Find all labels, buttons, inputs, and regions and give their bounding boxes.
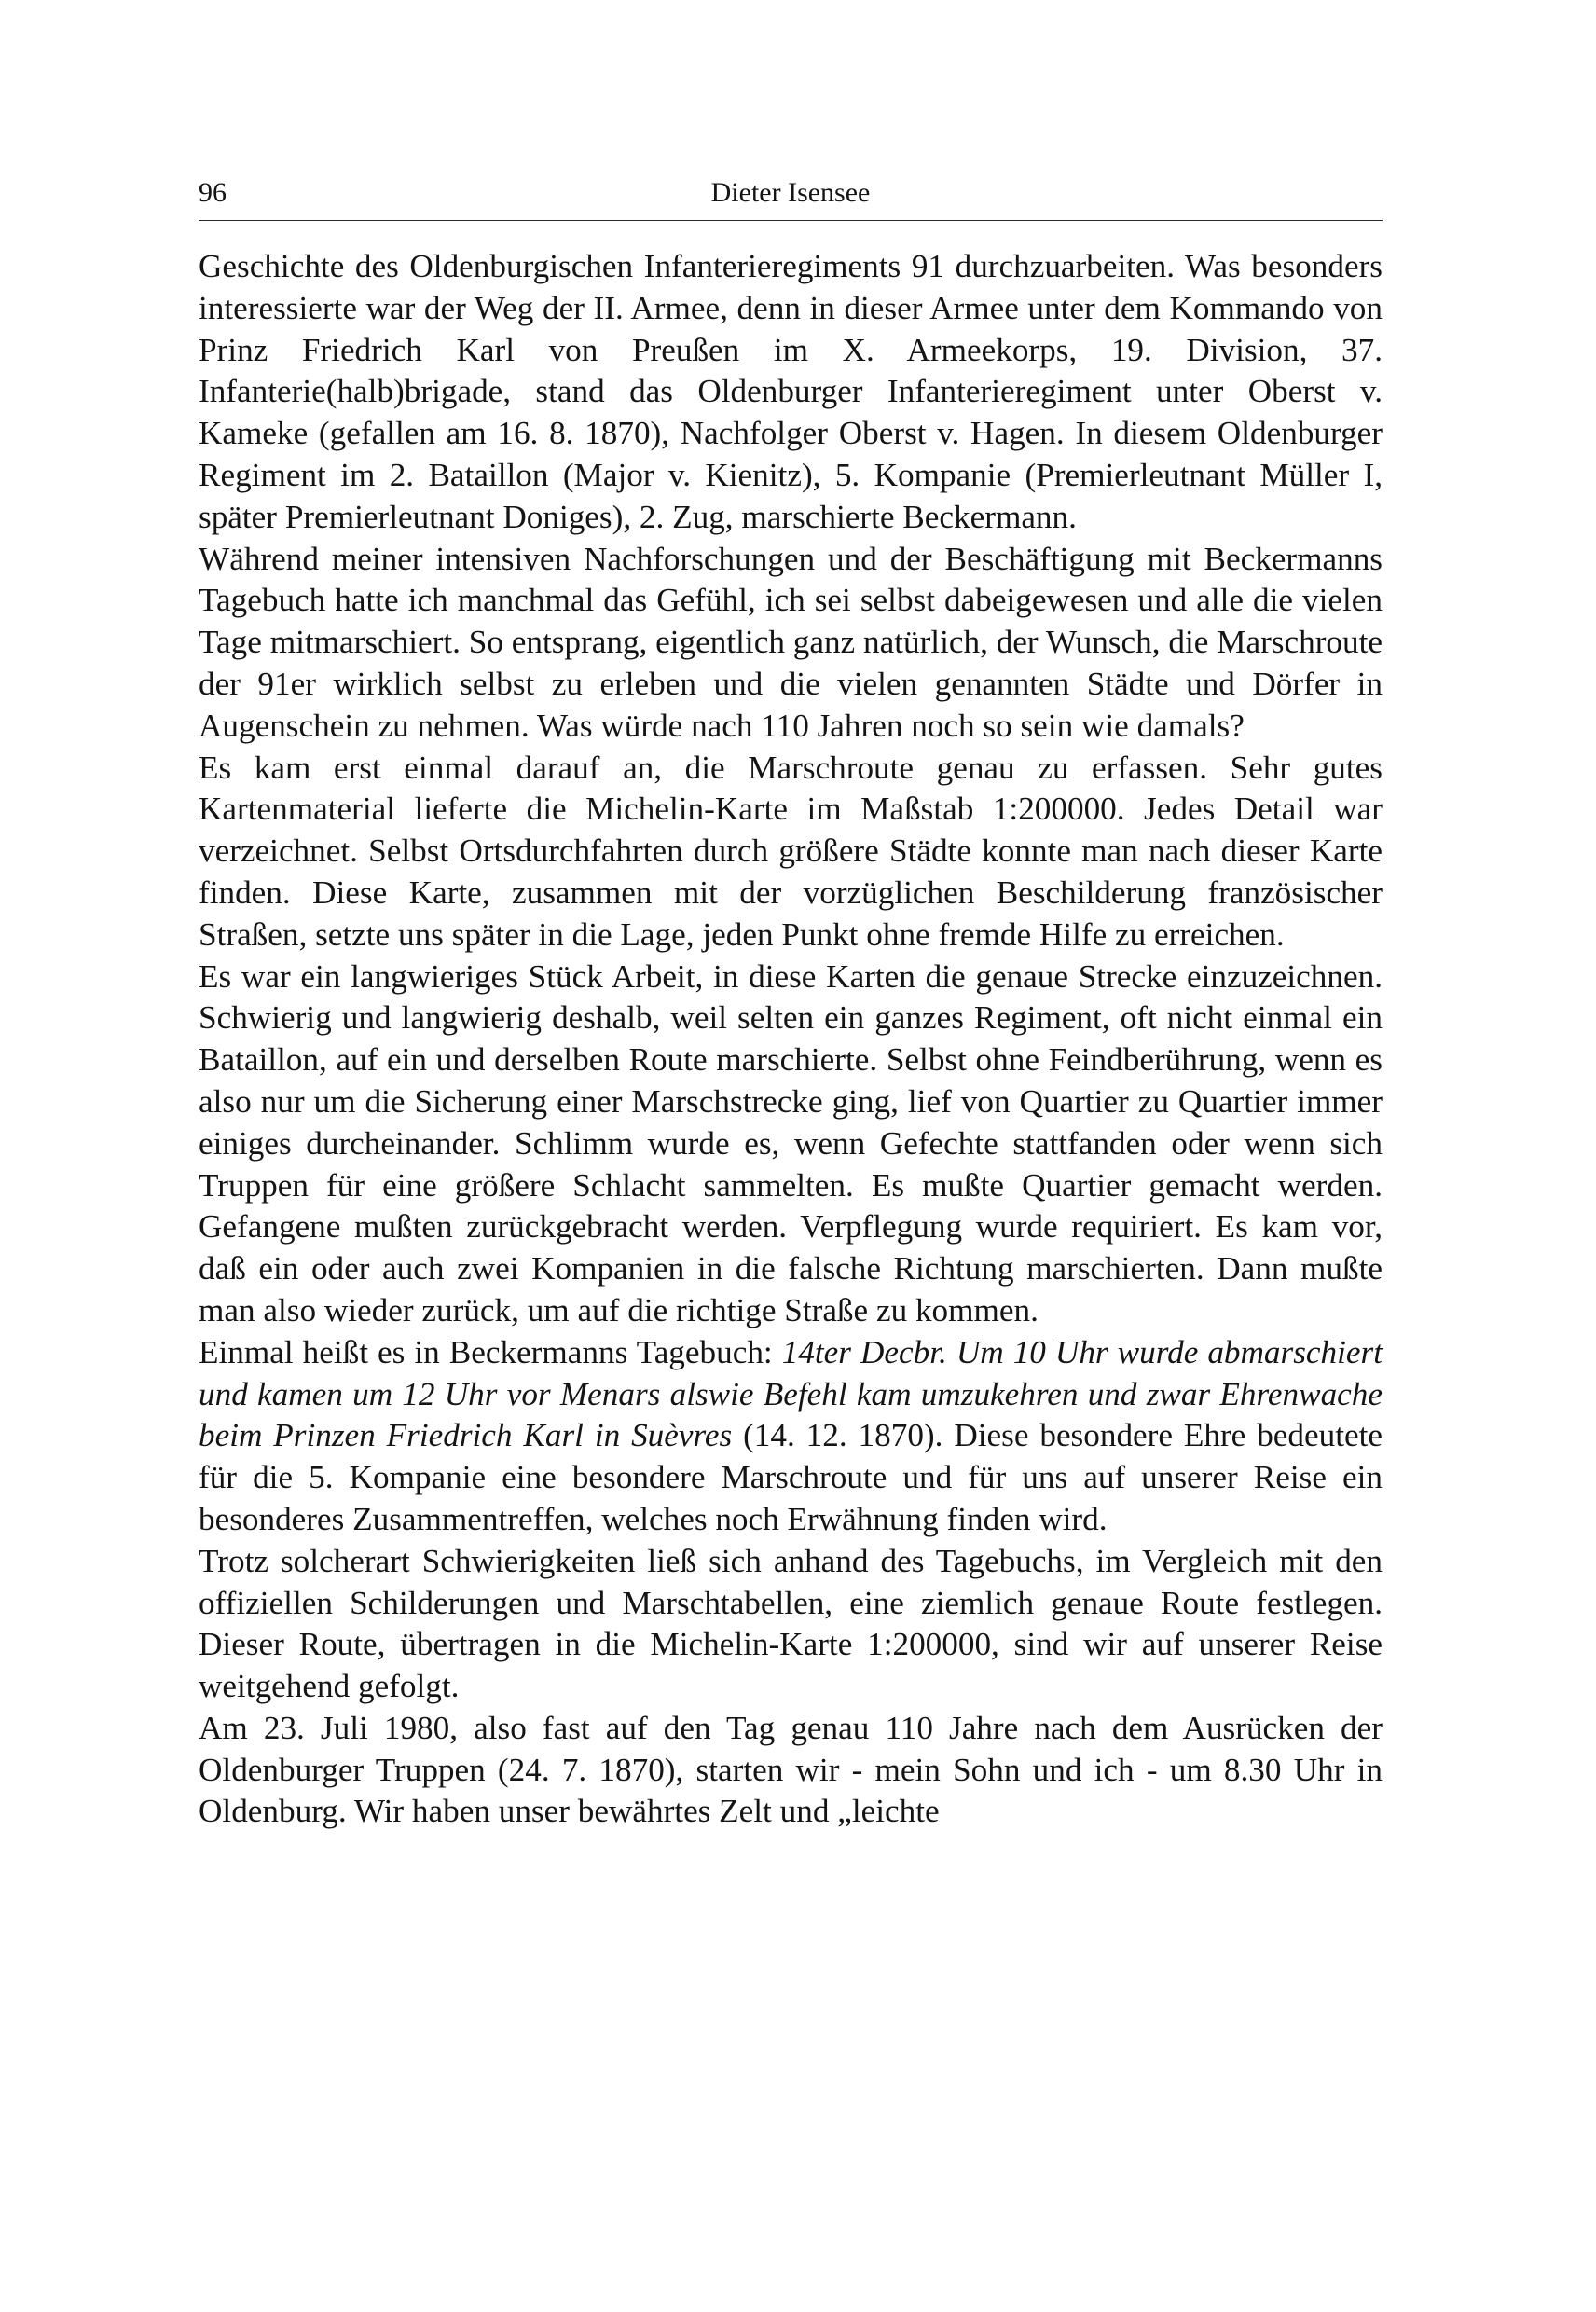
running-header [199, 171, 1383, 215]
diary-quote-intro: Einmal heißt es in Beckermanns Tagebuch: [199, 1333, 782, 1370]
body-text [199, 246, 1383, 1833]
paragraph-journey-start: Am 23. Juli 1980, also fast auf den Tag genau 110 Jahre nach dem Ausrücken der Oldenburger Truppen (24. 7. 1870), starten wir - mein Sohn und ich - um 8.30 Uhr in Oldenburg. Wir haben unser bewährtes Zelt und „leichte [199, 1709, 1383, 1830]
paragraph-route-mapping: Es kam erst einmal darauf an, die Marschroute genau zu erfassen. Sehr gutes Kartenmaterial lieferte die Michelin-Karte im Maßstab 1:200000. Jedes Detail war verzeichnet. Selbst Ortsdurchfahrten durch größere Städte konnte man nach dieser Karte finden. Diese Karte, zusammen mit der vorzüglichen Beschilderung französischer Straßen, setzte uns später in die Lage, jeden Punkt ohne fremde Hilfe zu erreichen. [199, 749, 1383, 953]
paragraph-regiment-history: Geschichte des Oldenburgischen Infanterieregiments 91 durchzuarbeiten. Was besonders interessierte war der Weg der II. Armee, denn in dieser Armee unter dem Kommando von Prinz Friedrich Karl von Preußen im X. Armeekorps, 19. Division, 37. Infanterie(halb)brigade, stand das Oldenburger Infanterieregiment unter Oberst v. Kameke (gefallen am 16. 8. 1870), Nachfolger Oberst v. Hagen. In diesem Oldenburger Regiment im 2. Bataillon (Major v. Kienitz), 5. Kompanie (Premierleutnant Müller I, später Premierleutnant Doniges), 2. Zug, marschierte Beckermann. [199, 248, 1383, 535]
diary-quote-continuation: (14. 12. 1870). Diese besondere Ehre bedeutete für die 5. Kompanie eine besondere Marschroute und für uns auf unserer Reise ein besonderes Zusammentreffen, welches noch Erwähnung finden wird. [199, 1417, 1383, 1537]
page-number: 96 [199, 177, 227, 208]
header-divider [199, 220, 1383, 221]
paragraph-diary-quote [199, 1332, 1383, 1541]
diary-quote-italic: 14ter Decbr. Um 10 Uhr wurde abmarschiert und kamen um 12 Uhr vor Menars alswie Befehl kam umzukehren und zwar Ehrenwache beim Prinzen Friedrich Karl in Suèvres [199, 1333, 1383, 1454]
paragraph-route-result: Trotz solcherart Schwierigkeiten ließ sich anhand des Tagebuchs, im Vergleich mit den offiziellen Schilderungen und Marschtabellen, eine ziemlich genaue Route festlegen. Dieser Route, übertragen in die Michelin-Karte 1:200000, sind wir auf unserer Reise weitgehend gefolgt. [199, 1542, 1383, 1705]
book-page [199, 0, 1383, 2312]
running-title-author: Dieter Isensee [710, 177, 871, 208]
paragraph-route-difficulties: Es war ein langwieriges Stück Arbeit, in diese Karten die genaue Strecke einzuzeichnen. Schwierig und langwierig deshalb, weil selten ein ganzes Regiment, oft nicht einmal ein Bataillon, auf ein und derselben Route marschierte. Selbst ohne Feindberührung, wenn es also nur um die Sicherung einer Marschstrecke ging, lief von Quartier zu Quartier immer einiges durcheinander. Schlimm wurde es, wenn Gefechte stattfanden oder wenn sich Truppen für eine größere Schlacht sammelten. Es mußte Quartier gemacht werden. Gefangene mußten zurückgebracht werden. Verpflegung wurde requiriert. Es kam vor, daß ein oder auch zwei Kompanien in die falsche Richtung marschierten. Dann mußte man also wieder zurück, um auf die richtige Straße zu kommen. [199, 957, 1383, 1328]
paragraph-research-wish: Während meiner intensiven Nachforschungen und der Beschäftigung mit Beckermanns Tagebuch hatte ich manchmal das Gefühl, ich sei selbst dabeigewesen und alle die vielen Tage mitmarschiert. So entsprang, eigentlich ganz natürlich, der Wunsch, die Marschroute der 91er wirklich selbst zu erleben und die vielen genannten Städte und Dörfer in Augenschein zu nehmen. Was würde nach 110 Jahren noch so sein wie damals? [199, 540, 1383, 744]
